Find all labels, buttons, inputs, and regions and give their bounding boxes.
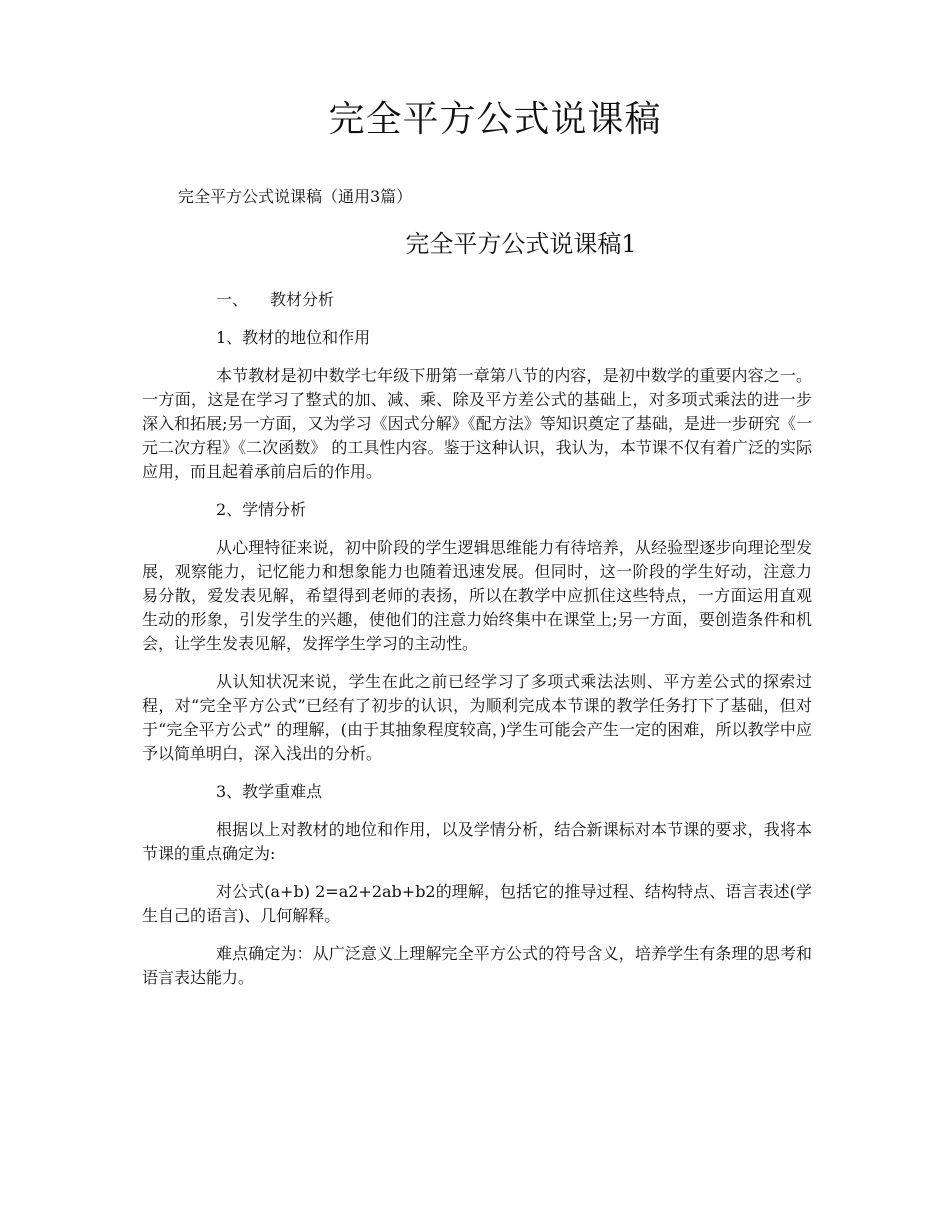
paragraph-formula: 对公式(a+b) 2=a2+2ab+b2的理解，包括它的推导过程、结构特点、语言表述(学生自己的语言)、几何解释。 — [142, 882, 812, 925]
section-title: 完全平方公式说课稿1 — [405, 230, 637, 258]
paragraph-difficulty: 难点确定为：从广泛意义上理解完全平方公式的符号含义，培养学生有条理的思考和语言表达能力。 — [142, 944, 812, 987]
heading-student-analysis: 2、学情分析 — [216, 500, 307, 519]
document-body — [142, 288, 812, 1004]
heading-teaching-material-analysis — [142, 288, 812, 312]
heading-status-and-role: 1、教材的地位和作用 — [216, 328, 371, 347]
heading-number: 一、 — [216, 290, 249, 309]
paragraph-psychology: 从心理特征来说，初中阶段的学生逻辑思维能力有待培养，从经验型逐步向理论型发展，观察能力，记忆能力和想象能力也随着迅速发展。但同时，这一阶段的学生好动，注意力易分散，爱发表见解，希望得到老师的表扬，所以在教学中应抓住这些特点，一方面运用直观生动的形象，引发学生的兴趣，使他们的注意力始终集中在课堂上;另一方面，要创造条件和机会，让学生发表见解，发挥学生学习的主动性。 — [142, 538, 812, 653]
document-title: 完全平方公式说课稿 — [328, 99, 662, 140]
document-subtitle: 完全平方公式说课稿（通用3篇） — [178, 187, 413, 206]
paragraph-status-and-role: 本节教材是初中数学七年级下册第一章第八节的内容，是初中数学的重要内容之一。一方面，这是在学习了整式的加、减、乘、除及平方差公式的基础上，对多项式乘法的进一步深入和拓展;另一方面，又为学习《因式分解》《配方法》等知识奠定了基础，是进一步研究《一元二次方程》《二次函数》 的工具性内容。鉴于这种认识，我认为，本节课不仅有着广泛的实际应用，而且起着承前启后的作用。 — [142, 366, 812, 481]
paragraph-key-points-intro: 根据以上对教材的地位和作用，以及学情分析，结合新课标对本节课的要求，我将本节课的重点确定为: — [142, 820, 812, 863]
heading-text: 教材分析 — [270, 290, 335, 309]
heading-key-points: 3、教学重难点 — [216, 782, 323, 801]
paragraph-cognition: 从认知状况来说，学生在此之前已经学习了多项式乘法法则、平方差公式的探索过程，对“完全平方公式”已经有了初步的认识，为顺利完成本节课的教学任务打下了基础，但对于“完全平方公式” 的理解，(由于其抽象程度较高，)学生可能会产生一定的困难，所以教学中应予以简单明白，深入浅出的分析。 — [142, 672, 812, 763]
